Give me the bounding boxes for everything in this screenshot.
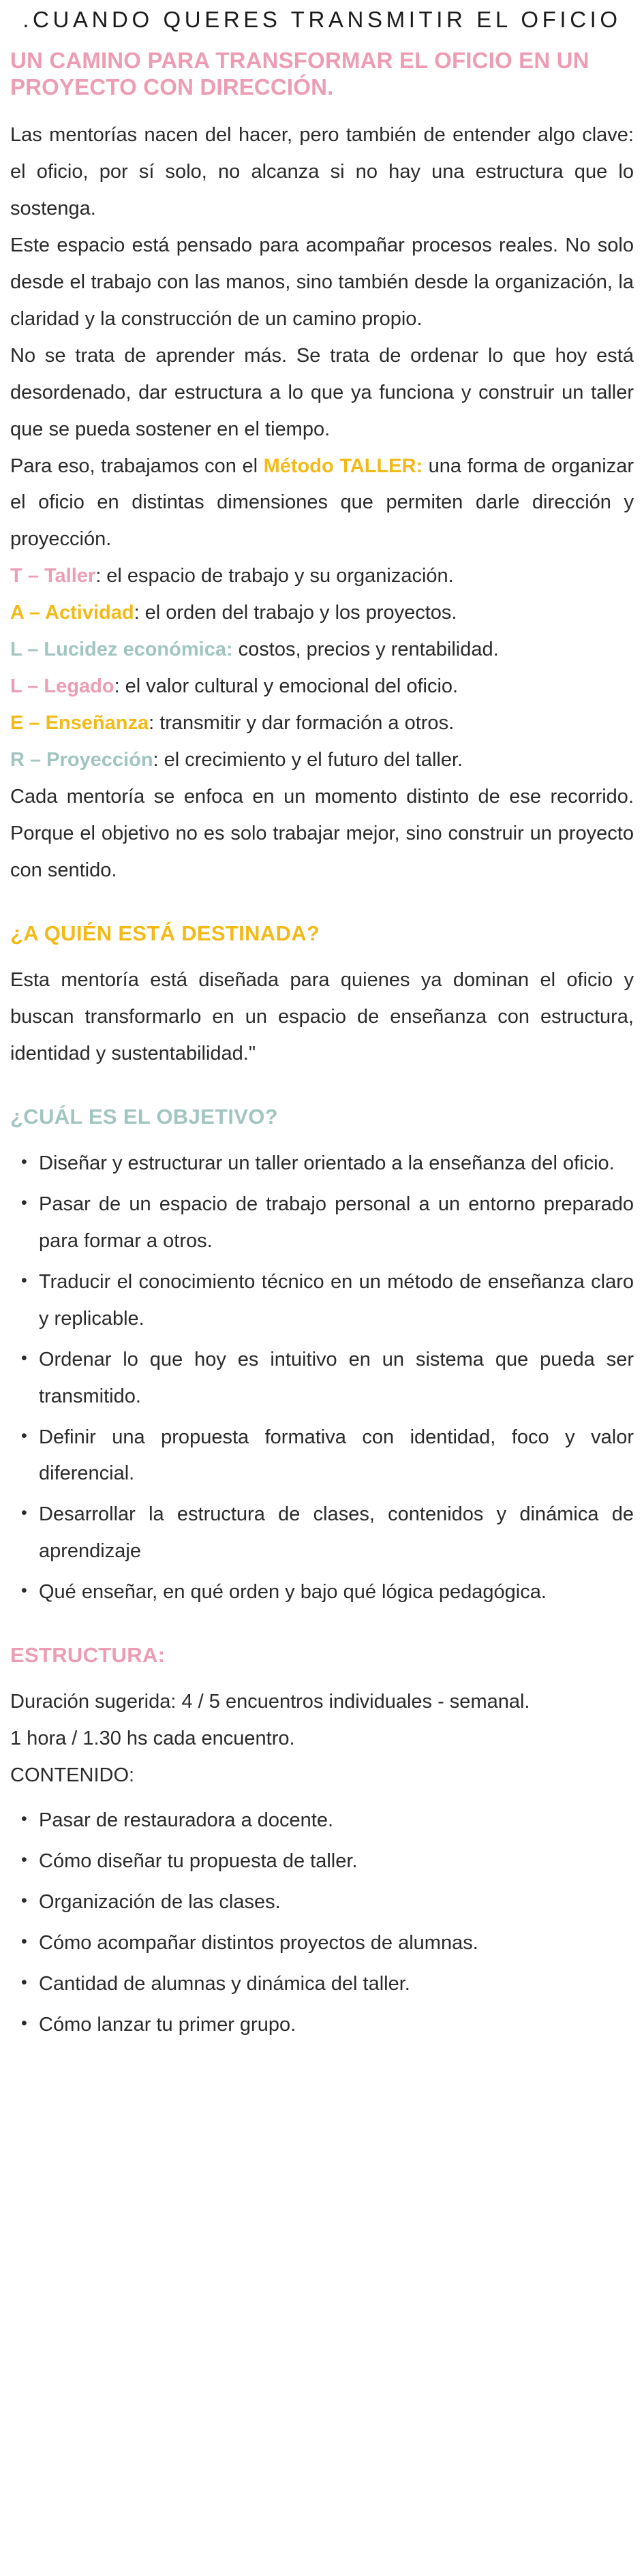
acronym-key: A – Actividad [10,602,134,624]
destinada-paragraph: Esta mentoría está diseñada para quienes ya dominan el oficio y buscan transformarlo en un espacio de enseñanza con estructura, identidad y sustentabilidad." [10,968,634,1064]
acronym-line [10,632,634,669]
bullet-item: • Cómo lanzar tu primer grupo. [20,2007,634,2044]
estructura-line: 1 hora / 1.30 hs cada encuentro. [10,1728,295,1750]
acronym-description: : el crecimiento y el futuro del taller. [153,749,463,771]
paragraph: Las mentorías nacen del hacer, pero también de entender algo clave: el oficio, por sí solo, no alcanza si no hay una estructura que lo sostenga. [10,124,634,219]
acronym-line [10,558,634,595]
metodo-highlight: Método TALLER: [263,455,423,477]
acronym-key: L – Lucidez económica: [10,639,233,661]
acronym-key: R – Proyección [10,749,153,771]
bullet-item: • Organización de las clases. [20,1884,634,1921]
acronym-description: costos, precios y rentabilidad. [232,639,499,661]
acronym-line [10,705,634,742]
bullet-item: • Cómo diseñar tu propuesta de taller. [20,1843,634,1880]
page-title: .CUANDO QUERES TRANSMITIR EL OFICIO [22,7,622,32]
metodo-paragraph [10,448,634,559]
contenido-bullet-list [10,1803,634,2044]
bullet-item: • Desarrollar la estructura de clases, contenidos y dinámica de aprendizaje [20,1497,634,1570]
taller-acronym-list [10,558,634,779]
estructura-line: CONTENIDO: [10,1764,135,1787]
bullet-item: • Cómo acompañar distintos proyectos de alumnas. [20,1925,634,1962]
bullet-item: • Ordenar lo que hoy es intuitivo en un sistema que pueda ser transmitido. [20,1342,634,1415]
acronym-key: L – Legado [10,675,114,698]
bullet-item: • Definir una propuesta formativa con identidad, foco y valor diferencial. [20,1420,634,1493]
acronym-line [10,742,634,779]
acronym-description: : transmitir y dar formación a otros. [149,712,455,735]
bullet-item: • Cantidad de alumnas y dinámica del taller. [20,1966,634,2003]
bullet-item: • Traducir el conocimiento técnico en un método de enseñanza claro y replicable. [20,1264,634,1338]
objetivo-bullet-list [10,1146,634,1611]
acronym-line [10,595,634,632]
acronym-description: : el valor cultural y emocional del oficio. [114,675,459,698]
heading-destinada: ¿A QUIÉN ESTÁ DESTINADA? [10,921,320,945]
paragraph: No se trata de aprender más. Se trata de ordenar lo que hoy está desordenado, dar estructura a lo que ya funciona y construir un taller que se pueda sostener en el tiempo. [10,344,634,440]
heading-estructura: ESTRUCTURA: [10,1643,166,1668]
metodo-text-before: Para eso, trabajamos con el [10,455,264,477]
bullet-item: • Diseñar y estructurar un taller orientado a la enseñanza del oficio. [20,1146,634,1182]
bullet-item: • Qué enseñar, en qué orden y bajo qué lógica pedagógica. [20,1574,634,1611]
acronym-key: T – Taller [10,565,96,587]
paragraph: Este espacio está pensado para acompañar procesos reales. No solo desde el trabajo con las manos, sino también desde la organización, la claridad y la construcción de un camino propio. [10,234,634,330]
heading-objetivo: ¿CUÁL ES EL OBJETIVO? [10,1104,278,1129]
acronym-line [10,669,634,705]
bullet-item: • Pasar de restauradora a docente. [20,1803,634,1839]
intro-paragraphs [10,117,634,448]
lead-heading: UN CAMINO PARA TRANSFORMAR EL OFICIO EN UN PROYECTO CON DIRECCIÓN. [10,47,589,100]
acronym-description: : el orden del trabajo y los proyectos. [134,602,457,624]
closing-paragraph: Cada mentoría se enfoca en un momento distinto de ese recorrido. Porque el objetivo no es solo trabajar mejor, sino construir un proyecto con sentido. [10,785,634,881]
metodo-text-after: una forma de organizar el oficio en distintas dimensiones que permiten darle dirección y proyección. [10,455,634,551]
estructura-line: Duración sugerida: 4 / 5 encuentros individuales - semanal. [10,1691,530,1713]
estructura-lines [10,1684,634,1794]
acronym-key: E – Enseñanza [10,712,149,735]
bullet-item: • Pasar de un espacio de trabajo personal a un entorno preparado para formar a otros. [20,1186,634,1260]
acronym-description: : el espacio de trabajo y su organización. [95,565,454,587]
